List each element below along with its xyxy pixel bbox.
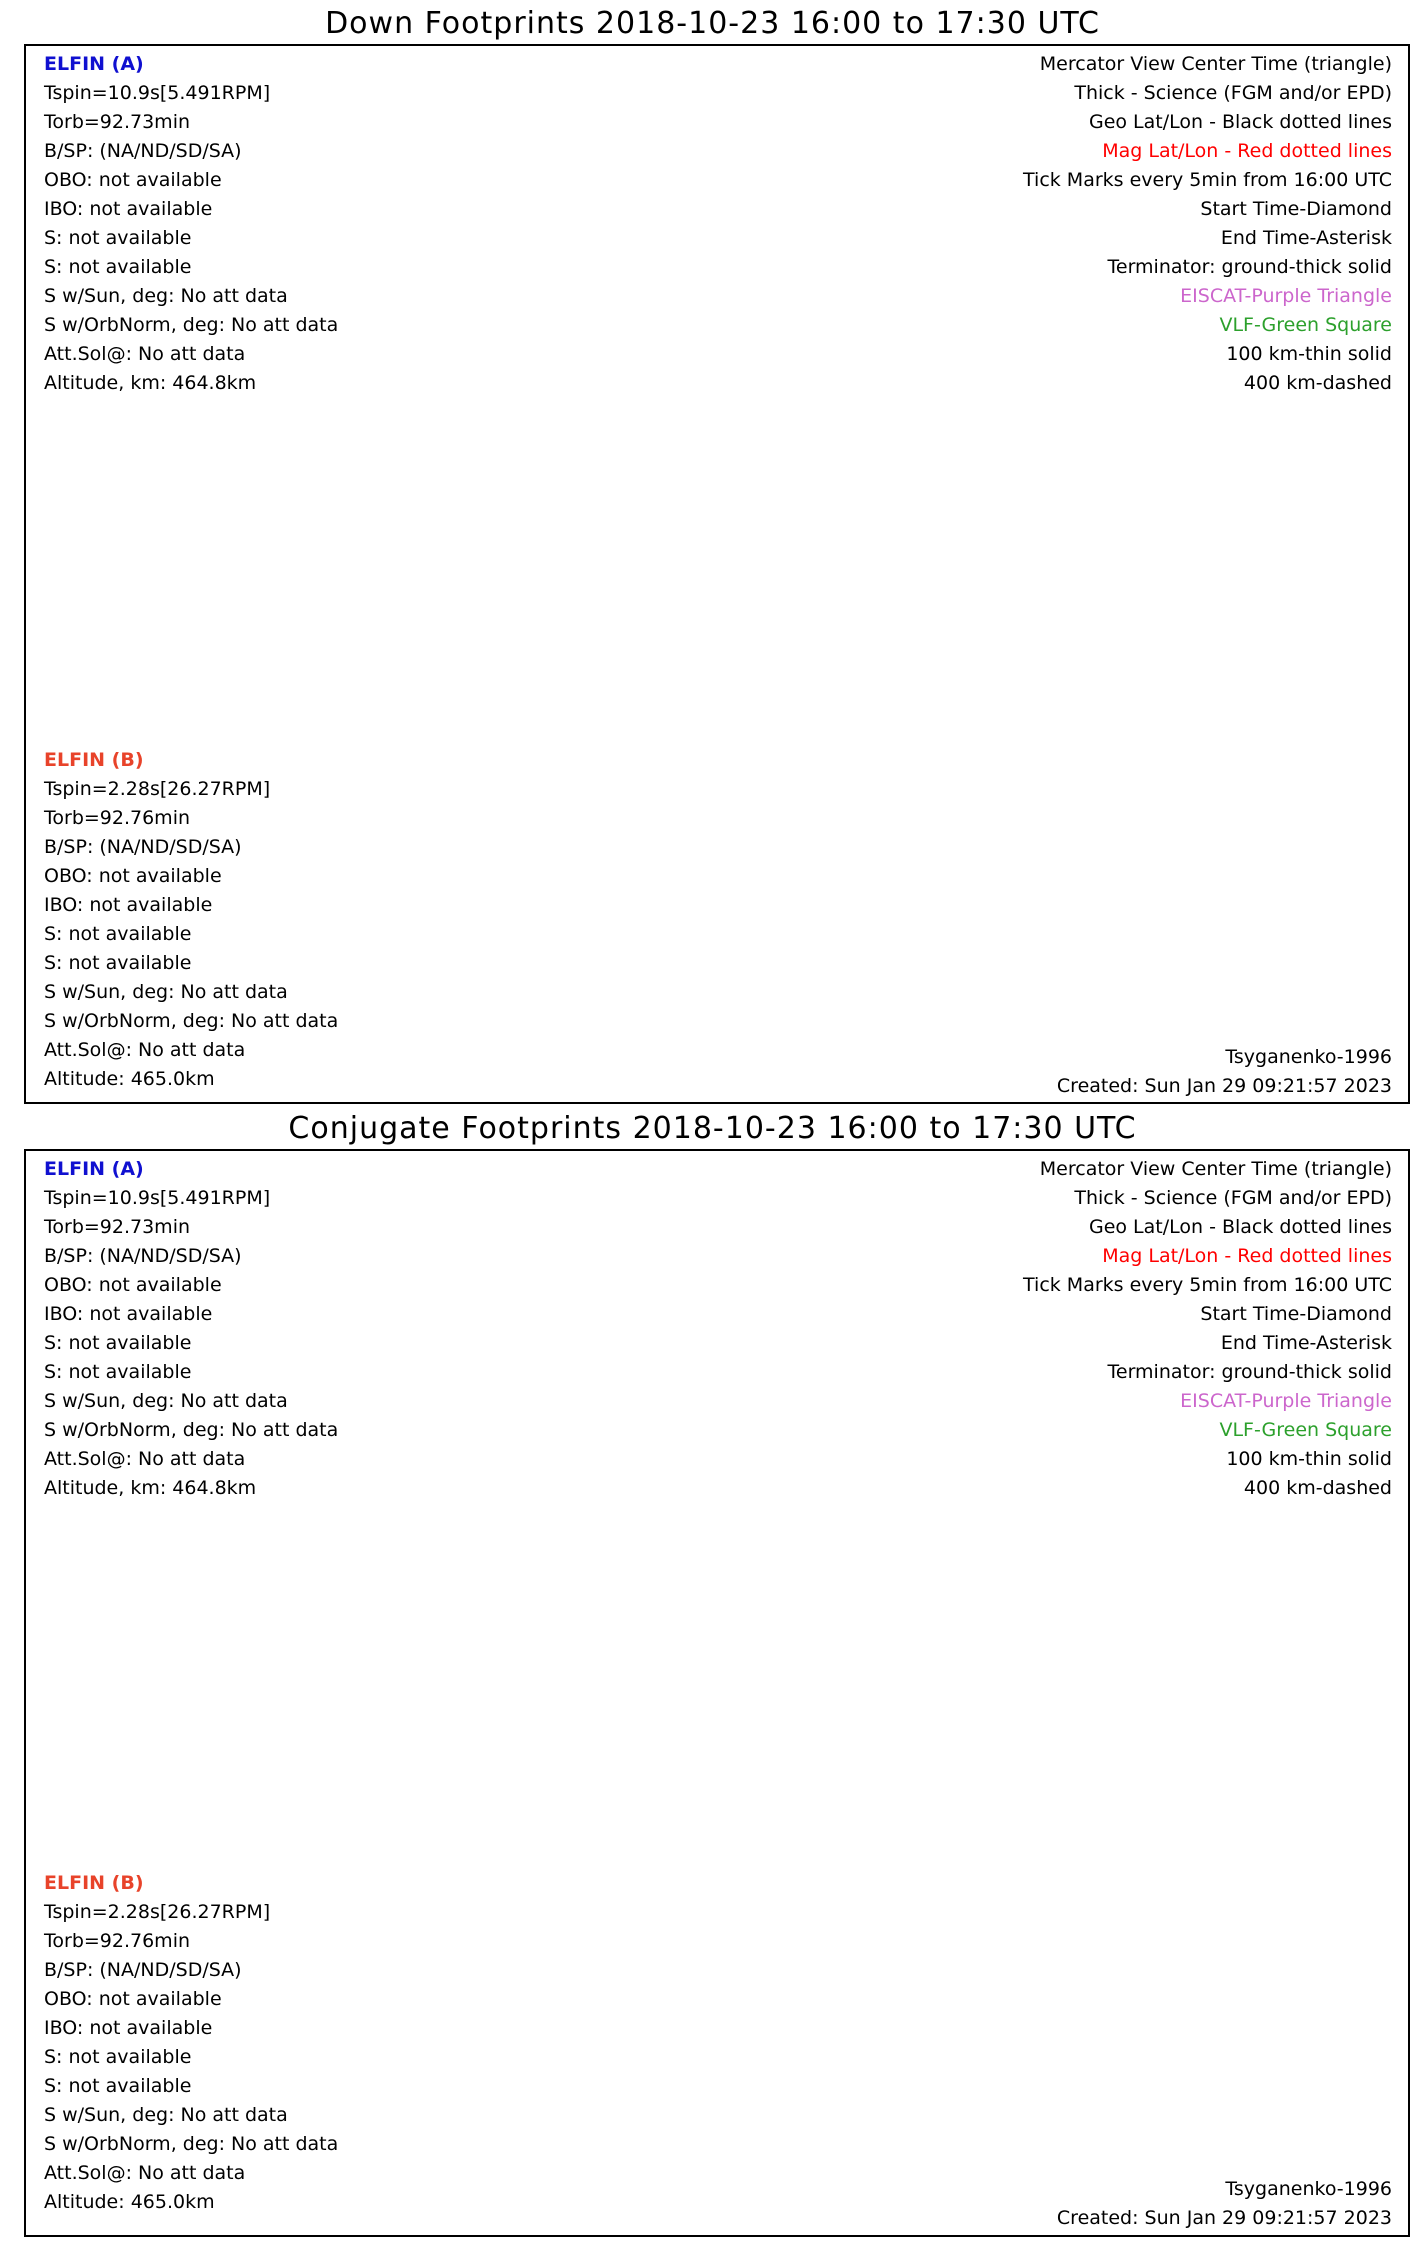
elfin-b-att: Att.Sol@: No att data	[44, 1039, 246, 1061]
elfin-a-line: Tspin=10.9s[5.491RPM]	[44, 1187, 271, 1209]
elfin-b-line: S w/Sun, deg: No att data	[44, 981, 288, 1003]
legend-item: Geo Lat/Lon - Black dotted lines	[1088, 1216, 1392, 1238]
elfin-a-line: S w/OrbNorm, deg: No att data	[44, 314, 339, 336]
elfin-b-title: ELFIN (B)	[44, 749, 144, 771]
legend-item: VLF-Green Square	[1219, 314, 1392, 336]
elfin-a-info	[44, 50, 338, 398]
elfin-a-line: S: not available	[44, 1332, 192, 1354]
elfin-a-line: OBO: not available	[44, 169, 222, 191]
elfin-a-line: B/SP: (NA/ND/SD/SA)	[44, 1245, 242, 1267]
legend-item: Mercator View Center Time (triangle)	[1039, 53, 1392, 75]
elfin-b-line: S: not available	[44, 2046, 192, 2068]
elfin-a-line: Altitude, km: 464.8km	[44, 1477, 257, 1499]
legend	[1023, 50, 1392, 398]
panel-title: Conjugate Footprints 2018-10-23 16:00 to 17:30 UTC	[288, 1111, 1137, 1146]
legend-item: End Time-Asterisk	[1220, 1332, 1392, 1354]
elfin-b-line: IBO: not available	[44, 894, 213, 916]
legend-item: 400 km-dashed	[1243, 1477, 1392, 1499]
elfin-a-line: OBO: not available	[44, 1274, 222, 1296]
legend-item: Start Time-Diamond	[1200, 198, 1392, 220]
legend-item: Mercator View Center Time (triangle)	[1039, 1158, 1392, 1180]
elfin-b-line: S w/OrbNorm, deg: No att data	[44, 1010, 339, 1032]
elfin-a-line: IBO: not available	[44, 1303, 213, 1325]
elfin-a-line: B/SP: (NA/ND/SD/SA)	[44, 140, 242, 162]
elfin-b-line: OBO: not available	[44, 865, 222, 887]
legend-item: Mag Lat/Lon - Red dotted lines	[1102, 1245, 1392, 1267]
elfin-b-line: IBO: not available	[44, 2017, 213, 2039]
created-label: Created: Sun Jan 29 09:21:57 2023	[1056, 1075, 1392, 1097]
elfin-b-line: Torb=92.76min	[44, 1930, 191, 1952]
elfin-a-line: S: not available	[44, 256, 192, 278]
elfin-b-line: S: not available	[44, 952, 192, 974]
legend-item: EISCAT-Purple Triangle	[1180, 285, 1392, 307]
legend-item: Terminator: ground-thick solid	[1107, 256, 1392, 278]
elfin-b-info	[44, 1869, 338, 2217]
model-label: Tsyganenko-1996	[1225, 1046, 1392, 1068]
map-frame	[24, 1149, 1410, 2237]
elfin-a-line: S: not available	[44, 1361, 192, 1383]
map-frame	[24, 44, 1410, 1104]
elfin-a-title: ELFIN (A)	[44, 53, 144, 75]
elfin-a-title: ELFIN (A)	[44, 1158, 144, 1180]
elfin-b-line: Tspin=2.28s[26.27RPM]	[44, 778, 271, 800]
legend-item: 100 km-thin solid	[1226, 1448, 1392, 1470]
elfin-a-line: Torb=92.73min	[44, 1216, 191, 1238]
elfin-b-line: Torb=92.76min	[44, 807, 191, 829]
model-label: Tsyganenko-1996	[1225, 2178, 1392, 2200]
elfin-a-line: Att.Sol@: No att data	[44, 343, 246, 365]
elfin-b-att: Att.Sol@: No att data	[44, 2162, 246, 2184]
legend-item: Start Time-Diamond	[1200, 1303, 1392, 1325]
elfin-a-line: S w/Sun, deg: No att data	[44, 285, 288, 307]
legend-item: Thick - Science (FGM and/or EPD)	[1074, 1187, 1392, 1209]
down-footprints-panel	[0, 0, 1425, 1105]
legend-item: VLF-Green Square	[1219, 1419, 1392, 1441]
elfin-b-line: Tspin=2.28s[26.27RPM]	[44, 1901, 271, 1923]
elfin-a-line: S: not available	[44, 227, 192, 249]
elfin-b-line: S w/OrbNorm, deg: No att data	[44, 2133, 339, 2155]
elfin-a-line: IBO: not available	[44, 198, 213, 220]
legend-item: Geo Lat/Lon - Black dotted lines	[1088, 111, 1392, 133]
elfin-b-info	[44, 746, 338, 1094]
elfin-b-line: S w/Sun, deg: No att data	[44, 2104, 288, 2126]
elfin-b-line: S: not available	[44, 2075, 192, 2097]
elfin-a-line: Torb=92.73min	[44, 111, 191, 133]
elfin-b-line: B/SP: (NA/ND/SD/SA)	[44, 1959, 242, 1981]
legend-item: Terminator: ground-thick solid	[1107, 1361, 1392, 1383]
elfin-b-altitude: Altitude: 465.0km	[44, 1068, 215, 1090]
legend-item: Thick - Science (FGM and/or EPD)	[1074, 82, 1392, 104]
elfin-b-line: S: not available	[44, 923, 192, 945]
legend-item: Mag Lat/Lon - Red dotted lines	[1102, 140, 1392, 162]
created-label: Created: Sun Jan 29 09:21:57 2023	[1056, 2207, 1392, 2229]
legend-item: 100 km-thin solid	[1226, 343, 1392, 365]
legend	[1023, 1155, 1392, 1503]
elfin-b-title: ELFIN (B)	[44, 1872, 144, 1894]
legend-item: 400 km-dashed	[1243, 372, 1392, 394]
legend-item: End Time-Asterisk	[1220, 227, 1392, 249]
elfin-b-line: OBO: not available	[44, 1988, 222, 2010]
elfin-a-line: S w/OrbNorm, deg: No att data	[44, 1419, 339, 1441]
elfin-b-altitude: Altitude: 465.0km	[44, 2191, 215, 2213]
elfin-a-line: Tspin=10.9s[5.491RPM]	[44, 82, 271, 104]
elfin-b-line: B/SP: (NA/ND/SD/SA)	[44, 836, 242, 858]
elfin-a-line: S w/Sun, deg: No att data	[44, 1390, 288, 1412]
panel-title: Down Footprints 2018-10-23 16:00 to 17:30 UTC	[325, 6, 1100, 41]
legend-item: Tick Marks every 5min from 16:00 UTC	[1023, 1274, 1392, 1296]
elfin-a-line: Altitude, km: 464.8km	[44, 372, 257, 394]
legend-item: Tick Marks every 5min from 16:00 UTC	[1023, 169, 1392, 191]
elfin-a-info	[44, 1155, 338, 1503]
legend-item: EISCAT-Purple Triangle	[1180, 1390, 1392, 1412]
conjugate-footprints-panel	[0, 1105, 1425, 2250]
elfin-a-line: Att.Sol@: No att data	[44, 1448, 246, 1470]
